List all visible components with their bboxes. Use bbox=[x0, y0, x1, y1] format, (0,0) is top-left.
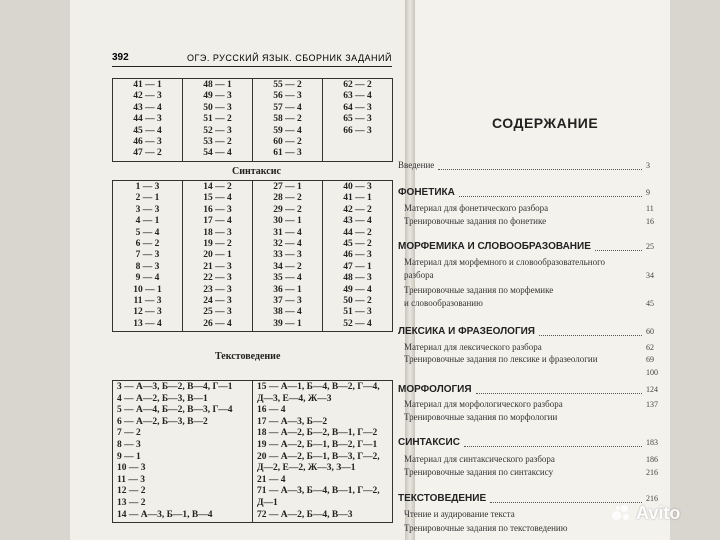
toc-entry-label: и словообразованию bbox=[404, 298, 483, 308]
answer-cell: 29 — 2 bbox=[273, 204, 302, 215]
toc-leader-dots bbox=[459, 196, 642, 197]
table-column bbox=[113, 181, 183, 332]
page-number: 392 bbox=[112, 52, 129, 63]
toc-entry-page: 60 bbox=[646, 327, 654, 336]
table-column bbox=[253, 381, 393, 523]
avito-watermark bbox=[612, 503, 680, 524]
answer-cell: 28 — 2 bbox=[273, 193, 302, 204]
toc-entry-label: Материал для морфологического разбора bbox=[404, 399, 563, 409]
answer-cell: 30 — 1 bbox=[273, 216, 302, 227]
answer-cell: 3 — А—3, Б—2, В—4, Г—1 bbox=[117, 382, 233, 392]
answer-cell: 47 — 2 bbox=[133, 148, 162, 159]
table-column bbox=[323, 181, 393, 332]
toc-entry-label: МОРФЕМИКА И СЛОВООБРАЗОВАНИЕ bbox=[398, 241, 591, 252]
answer-cell: 15 — 4 bbox=[203, 193, 232, 204]
answer-cell: 22 — 3 bbox=[203, 273, 232, 284]
answer-cell: 43 — 4 bbox=[133, 102, 162, 113]
answer-cell: 17 — А—3, Б—2 bbox=[257, 416, 328, 427]
answer-cell: 8 — 3 bbox=[135, 261, 160, 272]
toc-entry-label: Материал для лексического разбора bbox=[404, 342, 542, 352]
answer-cell: 63 — 4 bbox=[343, 91, 372, 102]
answer-cell: 52 — 3 bbox=[203, 125, 232, 136]
answer-cell: 23 — 3 bbox=[203, 284, 232, 295]
toc-entry-page: 45 bbox=[646, 299, 654, 308]
answer-cell: 36 — 1 bbox=[273, 284, 302, 295]
answer-cell: 17 — 4 bbox=[203, 216, 232, 227]
answer-cell: 6 — А—2, Б—3, В—2 bbox=[117, 416, 208, 427]
answer-cell: 71 — А—3, Б—4, В—1, Г—2, bbox=[257, 486, 380, 497]
running-title: ОГЭ. РУССКИЙ ЯЗЫК. СБОРНИК ЗАДАНИЙ bbox=[187, 53, 392, 63]
table-column bbox=[113, 381, 253, 523]
toc-entry-label: Материал для синтаксического разбора bbox=[404, 454, 555, 464]
toc-entry-label: Тренировочные задания по морфологии bbox=[404, 412, 558, 422]
toc-entry-page: 216 bbox=[646, 468, 658, 477]
answer-cell: 64 — 3 bbox=[343, 102, 372, 113]
answer-cell: 44 — 2 bbox=[343, 227, 372, 238]
answer-cell: Д—2, Е—2, Ж—3, З—1 bbox=[257, 463, 356, 474]
answer-cell: 59 — 4 bbox=[273, 125, 302, 136]
section-heading-text: Текстоведение bbox=[215, 351, 281, 362]
toc-leader-dots bbox=[464, 446, 642, 447]
answer-cell: 3 — 3 bbox=[135, 204, 160, 215]
answer-cell: 7 — 2 bbox=[117, 428, 141, 439]
answer-cell: 26 — 4 bbox=[203, 318, 232, 329]
answer-cell: 35 — 4 bbox=[273, 273, 302, 284]
answer-cell: 61 — 3 bbox=[273, 148, 302, 159]
answer-cell: 12 — 2 bbox=[117, 486, 146, 497]
answer-cell: 41 — 1 bbox=[133, 80, 162, 90]
answer-cell: 15 — А—1, Б—4, В—2, Г—4, bbox=[257, 382, 380, 392]
answer-cell: 50 — 2 bbox=[343, 296, 372, 307]
answer-cell: 11 — 3 bbox=[117, 474, 145, 485]
answer-cell: 40 — 3 bbox=[343, 182, 372, 192]
toc-entry-label: разбора bbox=[404, 270, 434, 280]
answer-cell: 6 — 2 bbox=[135, 239, 160, 250]
toc-entry-page: 216 bbox=[646, 494, 658, 503]
answer-cell: 14 — 2 bbox=[203, 182, 232, 192]
toc-entry-label: Тренировочные задания по фонетике bbox=[404, 216, 547, 226]
toc-entry-label: МОРФОЛОГИЯ bbox=[398, 384, 472, 395]
toc-entry-label: ФОНЕТИКА bbox=[398, 187, 455, 198]
toc-entry-page: 25 bbox=[646, 242, 654, 251]
answer-cell: 11 — 3 bbox=[133, 296, 162, 307]
toc-entry-label: ЛЕКСИКА И ФРАЗЕОЛОГИЯ bbox=[398, 326, 535, 337]
toc-entry-label: Материал для морфемного и словообразовательного bbox=[404, 257, 606, 267]
answer-cell: 45 — 2 bbox=[343, 239, 372, 250]
answer-cell: 39 — 1 bbox=[273, 318, 302, 329]
toc-entry-page: 62 bbox=[646, 343, 654, 352]
answer-cell: 10 — 3 bbox=[117, 463, 146, 474]
answer-cell: 43 — 4 bbox=[343, 216, 372, 227]
toc-leader-dots bbox=[476, 393, 642, 394]
answer-cell: 16 — 4 bbox=[257, 405, 286, 416]
answers-table-syntax bbox=[112, 180, 393, 332]
answer-cell: 60 — 2 bbox=[273, 137, 302, 148]
answer-cell: 27 — 1 bbox=[273, 182, 302, 192]
answer-cell: 65 — 3 bbox=[343, 114, 372, 125]
answer-cell: 42 — 2 bbox=[343, 204, 372, 215]
watermark-text: Avito bbox=[636, 503, 681, 523]
answer-cell: 56 — 3 bbox=[273, 91, 302, 102]
answer-cell: 19 — 2 bbox=[203, 239, 232, 250]
toc-entry-page: 183 bbox=[646, 438, 658, 447]
answer-cell: 51 — 3 bbox=[343, 307, 372, 318]
toc-entry-label: Тренировочные задания по текстоведению bbox=[404, 523, 568, 533]
toc-entry-page: 16 bbox=[646, 217, 654, 226]
answer-cell: 9 — 4 bbox=[135, 273, 160, 284]
toc-entry-page: 124 bbox=[646, 385, 658, 394]
table-column bbox=[253, 79, 323, 162]
answer-cell: 48 — 3 bbox=[343, 273, 372, 284]
table-column bbox=[113, 79, 183, 162]
answer-cell: 38 — 4 bbox=[273, 307, 302, 318]
answer-cell: 20 — 1 bbox=[203, 250, 232, 261]
toc-entry-page: 69 bbox=[646, 355, 654, 364]
toc-entry-page: 34 bbox=[646, 271, 654, 280]
toc-entry-page: 11 bbox=[646, 204, 654, 213]
answer-cell: 5 — 4 bbox=[135, 227, 160, 238]
answer-cell: 14 — А—3, Б—1, В—4 bbox=[117, 509, 213, 520]
answer-cell: 45 — 4 bbox=[133, 125, 162, 136]
answer-cell: 58 — 2 bbox=[273, 114, 302, 125]
answer-cell: 19 — А—2, Б—1, В—2, Г—1 bbox=[257, 439, 378, 450]
answer-cell: 2 — 1 bbox=[135, 193, 160, 204]
answer-cell: 37 — 3 bbox=[273, 296, 302, 307]
section-heading-syntax: Синтаксис bbox=[232, 166, 281, 177]
answer-cell: 33 — 3 bbox=[273, 250, 302, 261]
answer-cell: 53 — 2 bbox=[203, 137, 232, 148]
table-column bbox=[183, 181, 253, 332]
answer-cell: 57 — 4 bbox=[273, 102, 302, 113]
answer-cell: 21 — 4 bbox=[257, 474, 286, 485]
answer-cell: 52 — 4 bbox=[343, 318, 372, 329]
answer-cell: 49 — 4 bbox=[343, 284, 372, 295]
toc-entry-page: 9 bbox=[646, 188, 650, 197]
answer-cell: 25 — 3 bbox=[203, 307, 232, 318]
toc-entry-page: 186 bbox=[646, 455, 658, 464]
answer-cell: 4 — А—2, Б—3, В—1 bbox=[117, 393, 208, 404]
toc-entry-label: СИНТАКСИС bbox=[398, 437, 460, 448]
answer-cell: 10 — 1 bbox=[133, 284, 162, 295]
toc-entry-page: 100 bbox=[646, 368, 658, 377]
answer-cell: 55 — 2 bbox=[273, 80, 302, 90]
toc-entry-label: Чтение и аудирование текста bbox=[404, 509, 515, 519]
answer-cell: 41 — 1 bbox=[343, 193, 372, 204]
answer-cell: 7 — 3 bbox=[135, 250, 160, 261]
answer-cell: 49 — 3 bbox=[203, 91, 232, 102]
answer-cell: 21 — 3 bbox=[203, 261, 232, 272]
answer-cell: 1 — 3 bbox=[135, 182, 160, 192]
answer-cell: 31 — 4 bbox=[273, 227, 302, 238]
avito-logo-icon bbox=[612, 505, 632, 523]
answer-cell: 48 — 1 bbox=[203, 80, 232, 90]
answer-cell: 4 — 1 bbox=[135, 216, 160, 227]
toc-leader-dots bbox=[438, 169, 642, 170]
toc-title: СОДЕРЖАНИЕ bbox=[492, 115, 599, 131]
answer-cell: 13 — 4 bbox=[133, 318, 162, 329]
answer-cell: 18 — А—2, Б—2, В—1, Г—2 bbox=[257, 428, 378, 439]
answer-cell: 42 — 3 bbox=[133, 91, 162, 102]
toc-entry-label: Тренировочные задания по морфемике bbox=[404, 285, 554, 295]
toc-leader-dots bbox=[539, 335, 642, 336]
answer-cell: 5 — А—4, Б—2, В—3, Г—4 bbox=[117, 405, 233, 416]
toc-entry-label: Тренировочные задания по синтаксису bbox=[404, 467, 554, 477]
answer-cell: 24 — 3 bbox=[203, 296, 232, 307]
answer-cell: 13 — 2 bbox=[117, 497, 146, 508]
toc-entry-label: Материал для фонетического разбора bbox=[404, 203, 549, 213]
answer-cell: Д—1 bbox=[257, 497, 278, 508]
answers-table-text bbox=[112, 380, 393, 523]
toc-entry-page: 137 bbox=[646, 400, 658, 409]
answer-cell: 46 — 3 bbox=[133, 137, 162, 148]
answer-cell: 54 — 4 bbox=[203, 148, 232, 159]
answer-cell: 66 — 3 bbox=[343, 125, 372, 136]
answer-cell: 32 — 4 bbox=[273, 239, 302, 250]
answer-cell: 72 — А—2, Б—4, В—3 bbox=[257, 509, 353, 520]
answer-cell: 44 — 3 bbox=[133, 114, 162, 125]
answer-cell: 16 — 3 bbox=[203, 204, 232, 215]
answer-cell: 18 — 3 bbox=[203, 227, 232, 238]
toc-entry-label: ТЕКСТОВЕДЕНИЕ bbox=[398, 493, 487, 504]
toc-entry-label: Введение bbox=[398, 160, 435, 170]
answer-cell: 20 — А—2, Б—1, В—3, Г—2, bbox=[257, 451, 380, 462]
answer-cell: Д—3, Е—4, Ж—3 bbox=[257, 393, 332, 404]
table-column bbox=[183, 79, 253, 162]
answer-cell: 34 — 2 bbox=[273, 261, 302, 272]
answer-cell: 62 — 2 bbox=[343, 80, 372, 90]
toc-entry-label: Тренировочные задания по лексике и фразеологии bbox=[404, 354, 598, 364]
answer-cell: 51 — 2 bbox=[203, 114, 232, 125]
answer-cell: 50 — 3 bbox=[203, 102, 232, 113]
answer-cell: 9 — 1 bbox=[117, 451, 141, 462]
answer-cell: 46 — 3 bbox=[343, 250, 372, 261]
answers-table-top bbox=[112, 78, 393, 162]
table-column bbox=[323, 79, 393, 162]
running-header bbox=[112, 50, 392, 67]
answer-cell: 47 — 1 bbox=[343, 261, 372, 272]
answer-cell: 8 — 3 bbox=[117, 439, 141, 450]
answer-cell: 12 — 3 bbox=[133, 307, 162, 318]
toc-leader-dots bbox=[595, 250, 642, 251]
table-column bbox=[253, 181, 323, 332]
toc-entry-page: 3 bbox=[646, 161, 650, 170]
